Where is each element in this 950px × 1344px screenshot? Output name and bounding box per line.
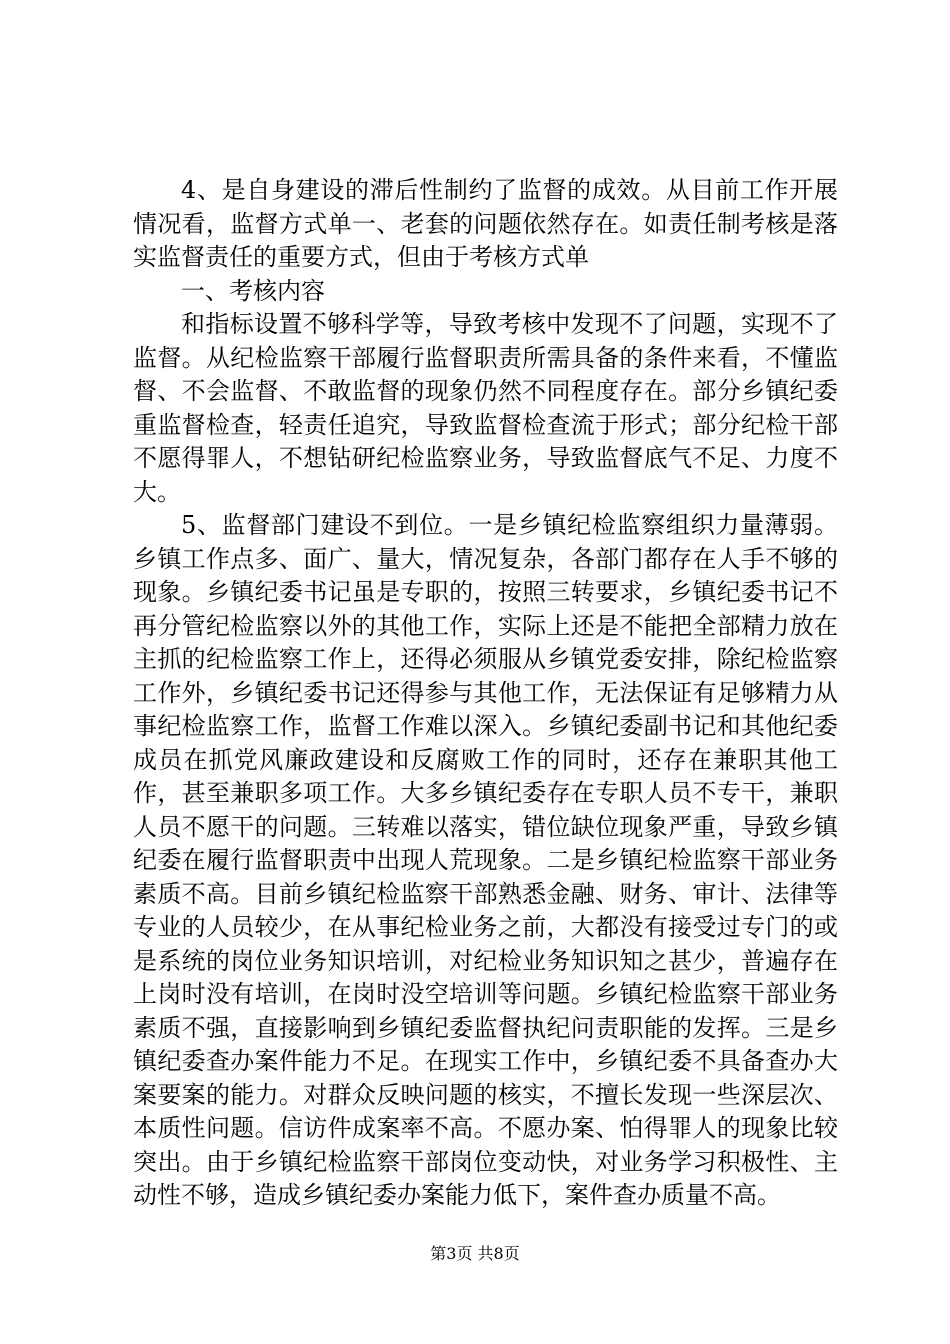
paragraph-heading-assessment: 一、考核内容 <box>181 276 325 305</box>
paragraph-4: 4、是自身建设的滞后性制约了监督的成效。从目前工作开展情况看，监督方式单一、老套的问题依然存在。如责任制考核是落实监督责任的重要方式，但由于考核方式单 <box>133 176 838 271</box>
paragraph-5: 5、监督部门建设不到位。一是乡镇纪检监察组织力量薄弱。乡镇工作点多、面广、量大，情况复杂，各部门都存在人手不够的现象。乡镇纪委书记虽是专职的，按照三转要求，乡镇纪委书记不再分管纪检监察以外的其他工作，实际上还是不能把全部精力放在主抓的纪检监察工作上，还得必须服从乡镇党委安排，除纪检监察工作外，乡镇纪委书记还得参与其他工作，无法保证有足够精力从事纪检监察工作，监督工作难以深入。乡镇纪委副书记和其他纪委成员在抓党风廉政建设和反腐败工作的同时，还存在兼职其他工作，甚至兼职多项工作。大多乡镇纪委存在专职人员不专干，兼职人员不愿干的问题。三转难以落实，错位缺位现象严重，导致乡镇纪委在履行监督职责中出现人荒现象。二是乡镇纪检监察干部业务素质不高。目前乡镇纪检监察干部熟悉金融、财务、审计、法律等专业的人员较少，在从事纪检业务之前，大都没有接受过专门的或是系统的岗位业务知识培训，对纪检业务知识知之甚少，普遍存在上岗时没有培训，在岗时没空培训等问题。乡镇纪检监察干部业务素质不强，直接影响到乡镇纪委监督执纪问责职能的发挥。三是乡镇纪委查办案件能力不足。在现实工作中，乡镇纪委不具备查办大案要案的能力。对群众反映问题的核实，不擅长发现一些深层次、本质性问题。信访件成案率不高。不愿办案、怕得罪人的现象比较突出。由于乡镇纪检监察干部岗位变动快，对业务学习积极性、主动性不够，造成乡镇纪委办案能力低下，案件查办质量不高。 <box>133 511 838 1209</box>
document-body <box>133 174 838 1213</box>
paragraph-continued: 和指标设置不够科学等，导致考核中发现不了问题，实现不了监督。从纪检监察干部履行监督职责所需具备的条件来看，不懂监督、不会监督、不敢监督的现象仍然不同程度存在。部分乡镇纪委重监督检查，轻责任追究，导致监督检查流于形式；部分纪检干部不愿得罪人，不想钻研纪检监察业务，导致监督底气不足、力度不大。 <box>133 310 838 506</box>
page-footer: 第3页 共8页 <box>430 1244 520 1263</box>
